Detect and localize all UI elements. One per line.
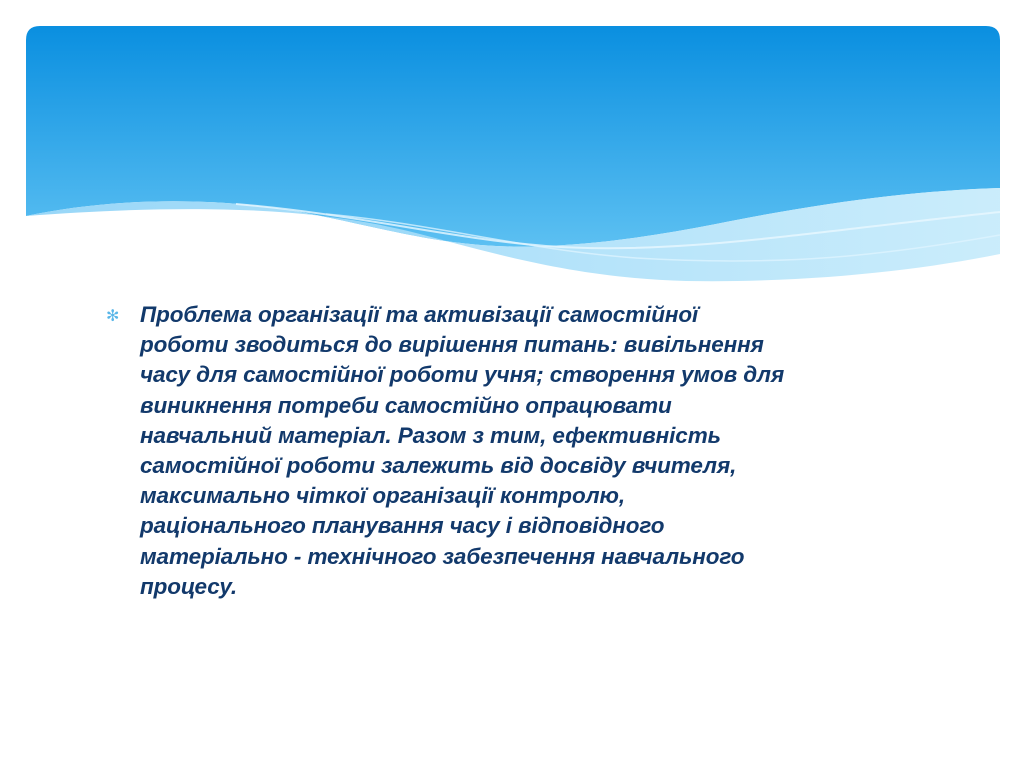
- main-text-block: [106, 300, 916, 602]
- body-paragraph: [140, 300, 916, 602]
- paragraph-line: раціонального планування часу і відповідного: [140, 513, 665, 539]
- paragraph-line: максимально чіткої організації контролю,: [140, 483, 625, 509]
- paragraph-line: матеріально - технічного забезпечення навчального: [140, 543, 745, 569]
- paragraph-line: Проблема організації та активізації самостійної: [140, 302, 699, 327]
- paragraph-line: процесу.: [140, 573, 238, 599]
- paragraph-line: самостійної роботи залежить від досвіду вчителя,: [140, 453, 737, 479]
- paragraph-line: роботи зводиться до вирішення питань: вивільнення: [140, 332, 764, 358]
- paragraph-line: навчальний матеріал. Разом з тим, ефективність: [140, 422, 721, 448]
- paragraph-line: часу для самостійної роботи учня; створення умов для: [140, 362, 785, 388]
- bullet-icon: ✻: [106, 306, 120, 325]
- header-wave-decoration: [26, 26, 1000, 286]
- paragraph-line: виникнення потреби самостійно опрацювати: [140, 392, 672, 418]
